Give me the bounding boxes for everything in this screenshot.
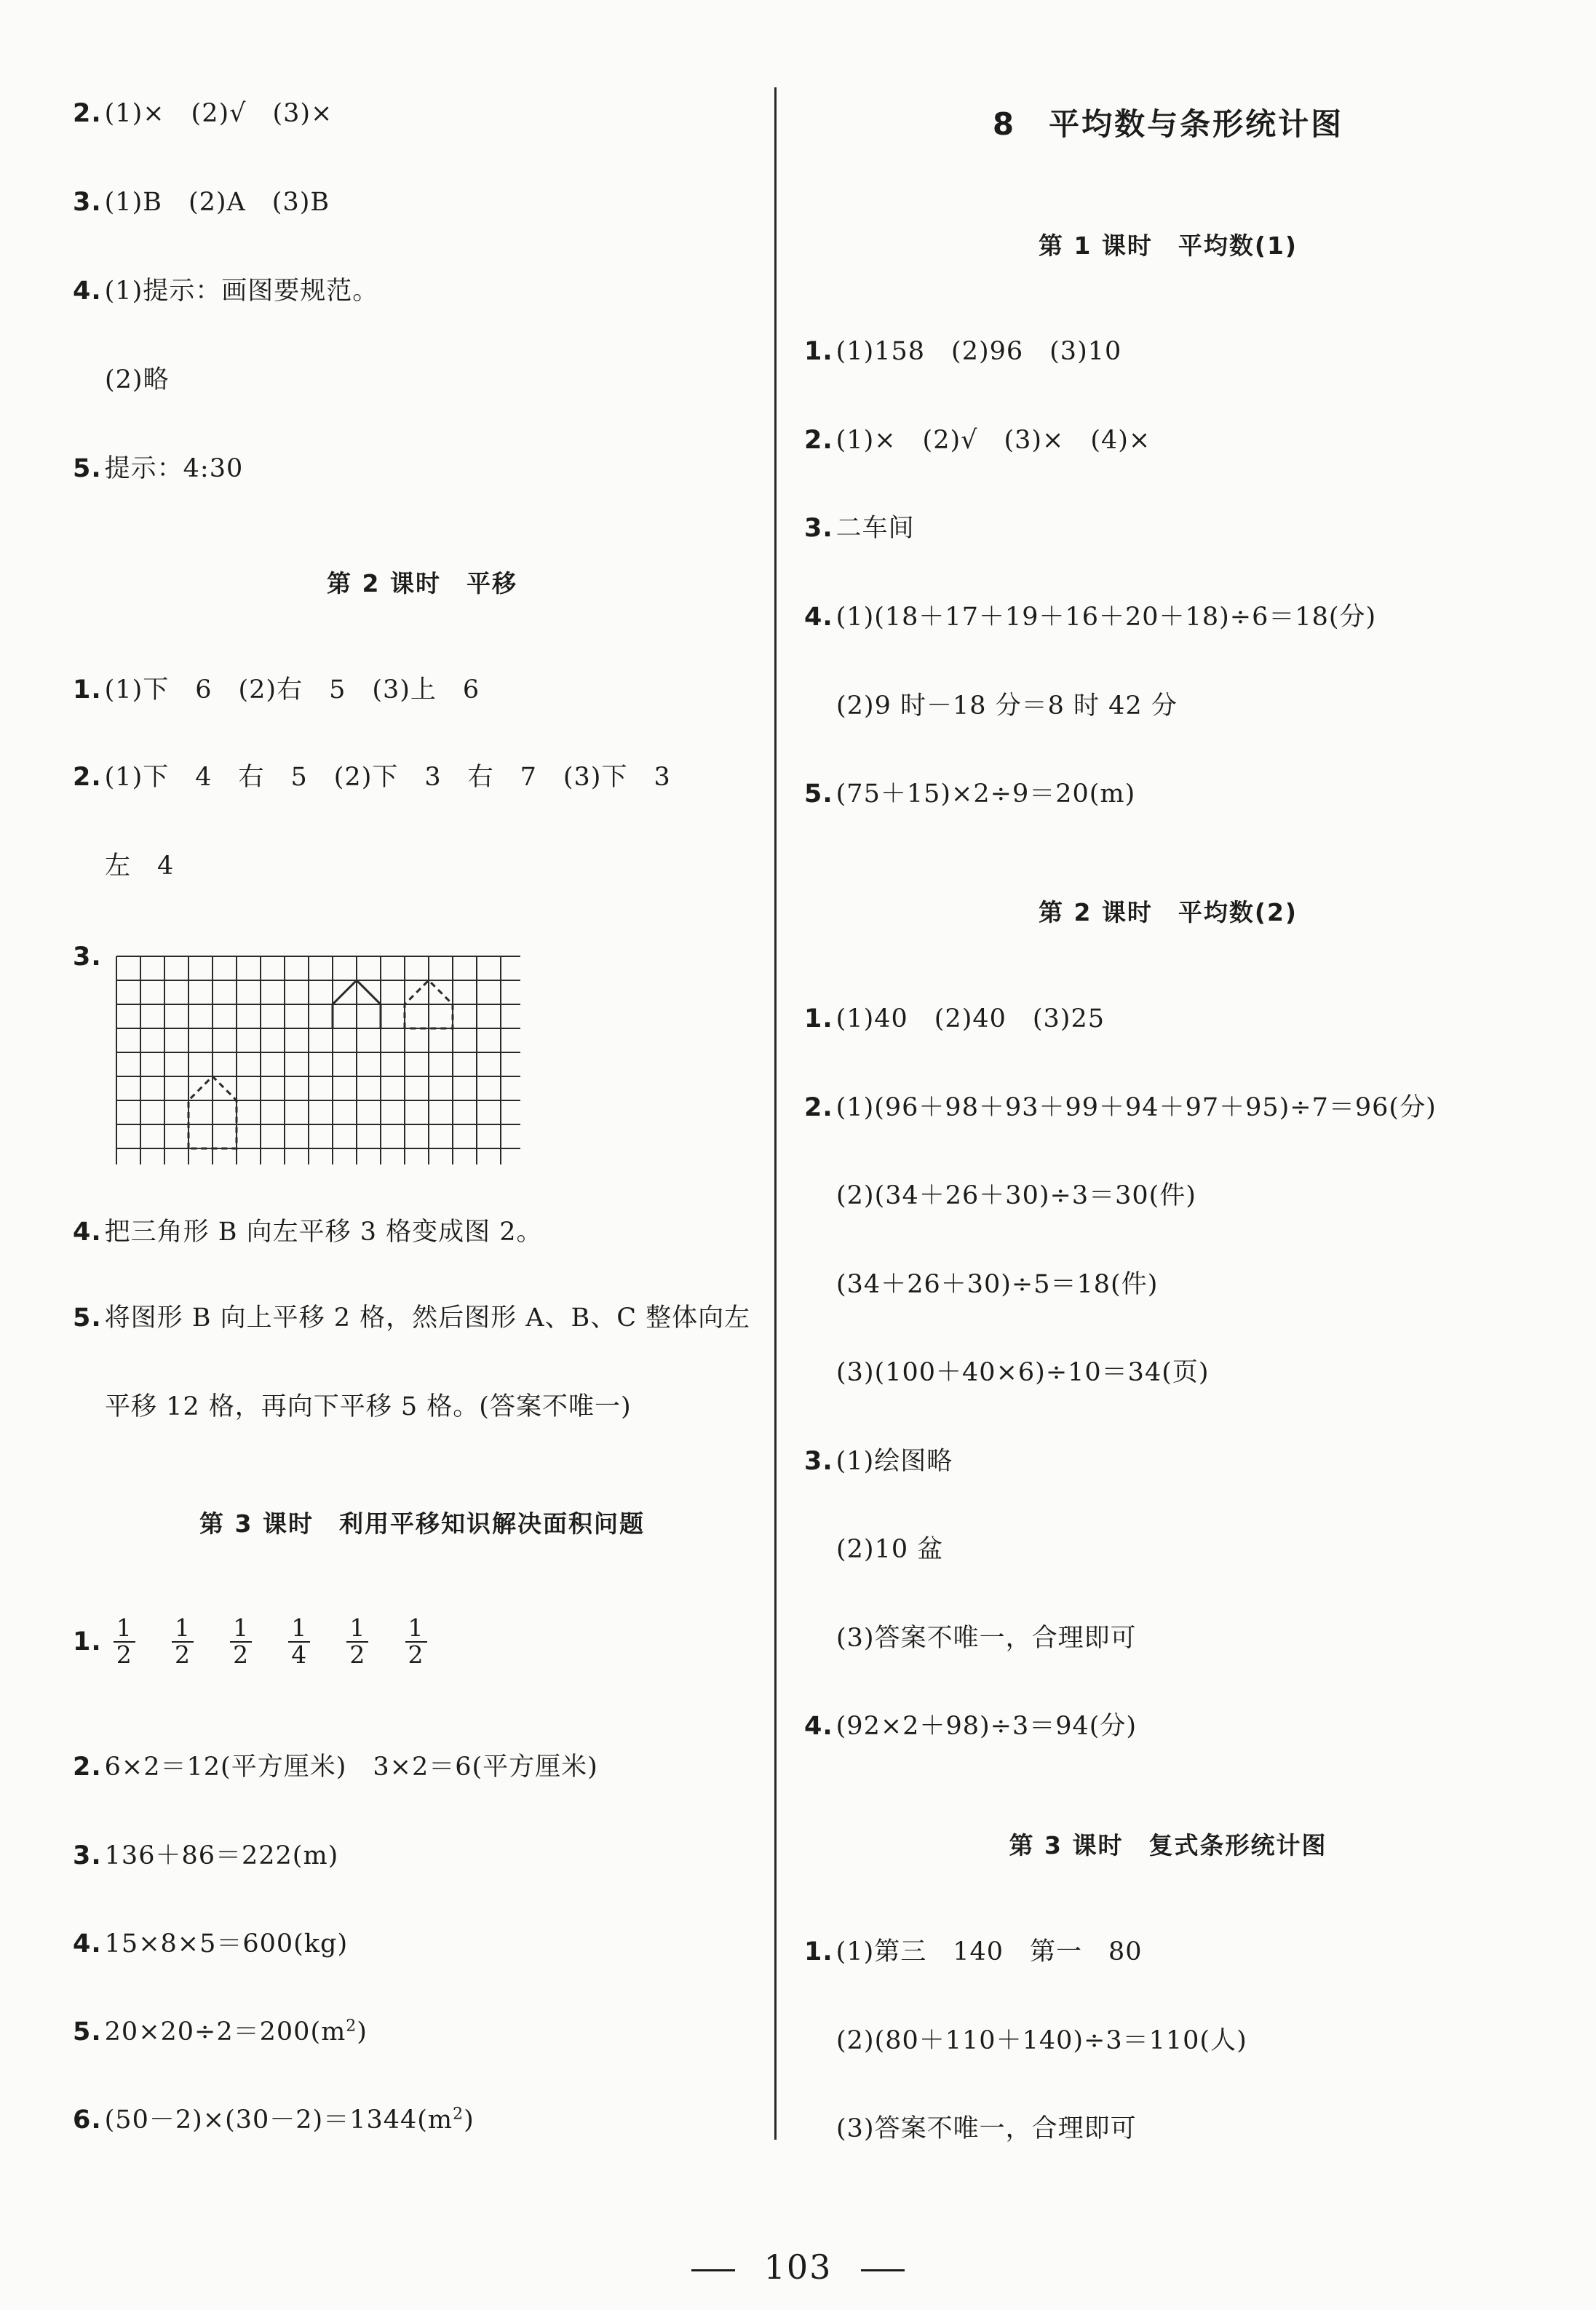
answer-text: 将图形 B 向上平移 2 格，然后图形 A、B、C 整体向左 — [104, 1303, 751, 1333]
page-number: 103 — [763, 2247, 833, 2287]
answer-text: 提示：4:30 — [104, 454, 244, 483]
lesson-title: 第 3 课时 利用平移知识解决面积问题 — [199, 1509, 645, 1538]
answer-line — [73, 360, 170, 396]
question-number: 2. — [73, 763, 102, 792]
answer-text: (34＋26＋30)÷5＝18(件) — [836, 1270, 1159, 1299]
translation-grid-figure — [106, 946, 520, 1164]
footer-dash — [861, 2269, 905, 2271]
answer-text: (1)下 6 (2)右 5 (3)上 6 — [104, 675, 480, 704]
answer-line — [73, 846, 174, 882]
answer-line — [804, 420, 1151, 456]
answer-line — [73, 182, 330, 218]
answer-line — [73, 942, 105, 972]
question-number: 4. — [73, 277, 102, 306]
answer-text: (2)(34＋26＋30)÷3＝30(件) — [836, 1181, 1196, 1210]
question-number: 4. — [804, 1712, 833, 1741]
answer-text: (1)下 4 右 5 (2)下 3 右 7 (3)下 3 — [104, 763, 671, 792]
answer-text: (1)158 (2)96 (3)10 — [835, 337, 1122, 366]
answer-line — [804, 1618, 1137, 1654]
answer-line — [73, 1924, 348, 1960]
answer-line — [804, 1352, 1210, 1389]
answer-line — [73, 2012, 368, 2048]
answer-line — [804, 331, 1121, 368]
answer-text: (2)9 时－18 分＝8 时 42 分 — [836, 691, 1178, 721]
question-number: 3. — [73, 942, 102, 972]
chapter-title: 8 平均数与条形统计图 — [992, 106, 1344, 142]
answer-text: 6×2＝12(平方厘米) 3×2＝6(平方厘米) — [104, 1753, 598, 1782]
question-number: 2. — [73, 99, 102, 128]
answer-line — [804, 1529, 943, 1565]
answer-line — [804, 686, 1178, 722]
answer-line — [804, 1932, 1143, 1968]
answer-text: $(50-2)\times(30-2)=1344(m^2)$ — [104, 2105, 475, 2135]
question-number: 2. — [804, 426, 833, 455]
answer-line — [804, 2108, 1137, 2145]
fraction: $\frac{1}{2}$ — [346, 1616, 368, 1667]
answer-line — [73, 670, 480, 706]
answer-text: (1)B (2)A (3)B — [104, 188, 330, 217]
lesson-title: 第 2 课时 平移 — [327, 569, 517, 598]
question-number: 3. — [804, 1447, 833, 1476]
question-number: 1. — [73, 1627, 102, 1656]
answer-text: (1)(18＋17＋19＋16＋20＋18)÷6＝18(分) — [835, 603, 1377, 632]
answer-text: 把三角形 B 向左平移 3 格变成图 2。 — [104, 1218, 543, 1247]
answer-text: 左 4 — [105, 852, 175, 881]
question-number: 1. — [804, 1004, 833, 1033]
answer-line — [804, 1264, 1158, 1301]
answer-text: (3)答案不唯一，合理即可 — [836, 2114, 1137, 2143]
question-number: 2. — [73, 1753, 102, 1782]
answer-line — [73, 1747, 598, 1783]
answer-text: 15×8×5＝600(kg) — [104, 1929, 349, 1958]
question-number: 5. — [73, 454, 102, 483]
question-number: 3. — [73, 1841, 102, 1870]
answer-line — [804, 1175, 1196, 1212]
answer-line — [804, 2020, 1247, 2057]
answer-text: (75＋15)×2÷9＝20(m) — [835, 779, 1136, 809]
answer-line — [804, 508, 915, 544]
answer-text: 二车间 — [835, 514, 915, 543]
question-number: 4. — [73, 1929, 102, 1958]
answer-line — [73, 1835, 338, 1872]
answer-line — [73, 93, 333, 130]
answer-text: (1)× (2)√ (3)× — [104, 99, 333, 128]
question-number: 2. — [804, 1093, 833, 1122]
answer-line — [73, 1212, 543, 1248]
answer-text: (2)略 — [105, 365, 170, 394]
footer-dash — [691, 2269, 735, 2271]
fraction: $\frac{1}{2}$ — [114, 1616, 135, 1667]
answer-text: (2)(80＋110＋140)÷3＝110(人) — [836, 2026, 1247, 2055]
answer-line — [804, 1706, 1137, 1742]
answer-text: (1)× (2)√ (3)× (4)× — [835, 426, 1151, 455]
question-number: 5. — [73, 2017, 102, 2047]
grid-lines — [116, 956, 520, 1164]
answer-text: (2)10 盆 — [836, 1535, 944, 1564]
answer-line — [804, 774, 1135, 810]
question-number: 5. — [73, 1303, 102, 1333]
answer-line — [804, 1441, 953, 1477]
lesson-title: 第 3 课时 复式条形统计图 — [1009, 1831, 1327, 1859]
column-divider — [774, 87, 777, 2140]
answer-text: (1)提示：画图要规范。 — [104, 277, 379, 306]
lesson-title: 第 1 课时 平均数(1) — [1038, 231, 1298, 260]
answer-line — [804, 1087, 1437, 1124]
fraction-answer-line — [73, 1616, 455, 1667]
question-number: 1. — [804, 337, 833, 366]
answer-text: $20\times 20\div 2=200(m^2)$ — [104, 2017, 368, 2047]
answer-line — [73, 1298, 750, 1334]
answer-line — [73, 271, 378, 307]
fraction: $\frac{1}{2}$ — [230, 1616, 252, 1667]
question-number: 1. — [73, 675, 102, 704]
page-footer — [0, 2247, 1596, 2287]
question-number: 4. — [804, 603, 833, 632]
fraction: $\frac{1}{2}$ — [172, 1616, 194, 1667]
question-number: 5. — [804, 779, 833, 809]
question-number: 3. — [73, 188, 102, 217]
question-number: 3. — [804, 514, 833, 543]
answer-line — [804, 999, 1105, 1035]
answer-line — [73, 757, 671, 793]
answer-text: (3)(100＋40×6)÷10＝34(页) — [836, 1358, 1210, 1387]
answer-text: (3)答案不唯一，合理即可 — [836, 1624, 1137, 1653]
question-number: 4. — [73, 1218, 102, 1247]
answer-text: (1)(96＋98＋93＋99＋94＋97＋95)÷7＝96(分) — [835, 1093, 1437, 1122]
question-number: 1. — [804, 1937, 833, 1966]
question-number: 6. — [73, 2105, 102, 2135]
answer-text: (1)绘图略 — [835, 1447, 953, 1476]
answer-text: (92×2＋98)÷3＝94(分) — [835, 1712, 1138, 1741]
fraction: $\frac{1}{2}$ — [405, 1616, 427, 1667]
answer-text: (1)40 (2)40 (3)25 — [835, 1004, 1105, 1033]
answer-text: 136＋86＝222(m) — [104, 1841, 339, 1870]
fraction: $\frac{1}{4}$ — [288, 1616, 310, 1667]
answer-line — [73, 2100, 475, 2136]
answer-line — [73, 1386, 632, 1423]
answer-line — [804, 597, 1376, 633]
lesson-title: 第 2 课时 平均数(2) — [1038, 898, 1298, 926]
answer-text: 平移 12 格，再向下平移 5 格。(答案不唯一) — [105, 1392, 632, 1421]
answer-line — [73, 448, 243, 485]
answer-text: (1)第三 140 第一 80 — [835, 1937, 1143, 1966]
